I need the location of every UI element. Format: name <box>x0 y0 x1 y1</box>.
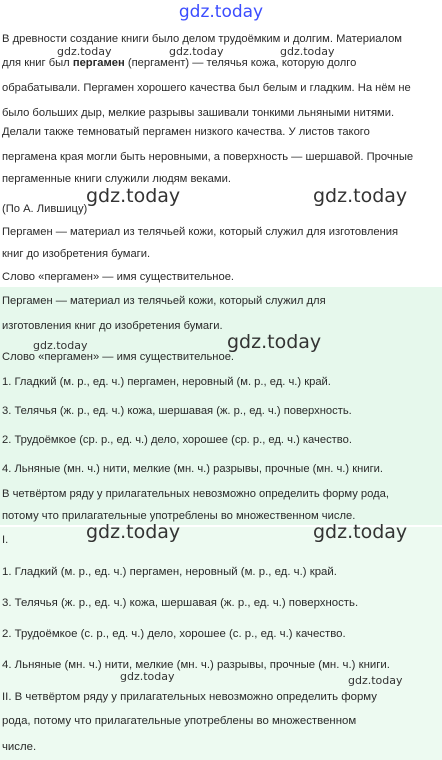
answer-line: 4. Льняные (мн. ч.) нити, мелкие (мн. ч.) разрывы, прочные (мн. ч.) книги. <box>2 463 384 475</box>
watermark: gdz.today <box>120 670 175 683</box>
watermark: gdz.today <box>280 45 335 58</box>
highlight-word: пергамен <box>72 57 125 69</box>
answer-line: числе. <box>2 741 37 753</box>
author-line: (По А. Лившицу) <box>2 203 88 215</box>
answer-line: 3. Телячья (ж. р., ед. ч.) кожа, шершавая (ж. р., ед. ч.) поверхность. <box>2 405 352 417</box>
text-line: пергамена края могли быть неровными, а поверхность — шершавой. Прочные <box>2 151 414 163</box>
text-line: пергаменные книги служили людям веками. <box>2 173 231 185</box>
watermark: gdz.today <box>33 339 88 352</box>
answer-line: 2. Трудоёмкое (с. р., ед. ч.) дело, хорошее (с. р., ед. ч.) качество. <box>2 628 346 640</box>
text-line: Слово «пергамен» — имя существительное. <box>2 271 235 283</box>
watermark: gdz.today <box>313 521 408 543</box>
header-watermark: gdz.today <box>178 2 264 22</box>
answer-line: 2. Трудоёмкое (ср. р., ед. ч.) дело, хорошее (ср. р., ед. ч.) качество. <box>2 434 352 446</box>
answer-line: 3. Телячья (ж. р., ед. ч.) кожа, шершавая (ж. р., ед. ч.) поверхность. <box>2 597 359 609</box>
answer-line: 4. Льняные (мн. ч.) нити, мелкие (мн. ч.) разрывы, прочные (мн. ч.) книги. <box>2 659 390 671</box>
answer-line: I. <box>2 534 9 546</box>
watermark: gdz.today <box>169 45 224 58</box>
text-line: Делали также темноватый пергамен низкого качества. У листов такого <box>2 126 370 138</box>
answer-line: изготовления книг до изобретения бумаги. <box>2 320 223 332</box>
text-line: книг до изобретения бумаги. <box>2 248 151 260</box>
watermark: gdz.today <box>86 185 181 207</box>
answer-line: 1. Гладкий (м. р., ед. ч.) пергамен, неровный (м. р., ед. ч.) край. <box>2 566 337 578</box>
answer-line: потому что прилагательные употреблены во множественном числе. <box>2 510 356 522</box>
answer-line: В четвёртом ряду у прилагательных невозможно определить форму рода, <box>2 488 389 500</box>
answer-line: Пергамен — материал из телячьей кожи, который служил для <box>2 295 326 307</box>
text-line: В древности создание книги было делом трудоёмким и долгим. Материалом <box>2 33 402 45</box>
watermark: gdz.today <box>86 521 181 543</box>
watermark: gdz.today <box>348 674 403 687</box>
answer-line: рода, потому что прилагательные употреблены во множественном <box>2 715 357 727</box>
watermark: gdz.today <box>57 45 112 58</box>
text-line: было больших дыр, мелкие разрывы зашивали тонкими льняными нитями. <box>2 107 395 119</box>
text-line: обрабатывали. Пергамен хорошего качества был белым и гладким. На нём не <box>2 82 411 94</box>
answer-line: II. В четвёртом ряду у прилагательных невозможно определить форму <box>2 691 377 703</box>
watermark: gdz.today <box>227 331 322 353</box>
text-line: для книг был пергамен (пергамент) — телячья кожа, которую долго <box>2 57 357 69</box>
answer-line: Слово «пергамен» — имя существительное. <box>2 351 235 363</box>
text-line: Пергамен — материал из телячьей кожи, который служил для изготовления <box>2 226 399 238</box>
answer-line: 1. Гладкий (м. р., ед. ч.) пергамен, неровный (м. р., ед. ч.) край. <box>2 376 331 388</box>
watermark: gdz.today <box>313 185 408 207</box>
